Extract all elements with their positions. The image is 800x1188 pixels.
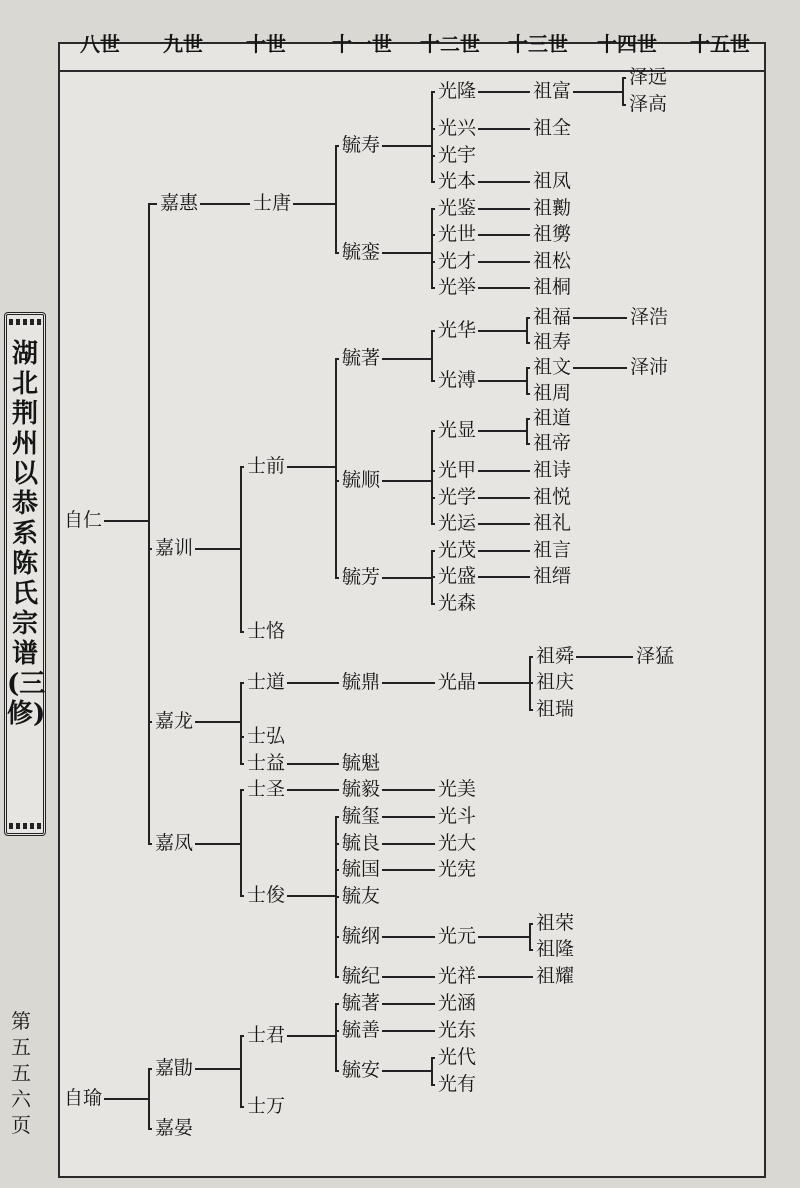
tree-connector [240, 1035, 244, 1037]
tree-connector [382, 358, 431, 360]
person-g14-5: 泽猛 [636, 645, 675, 667]
tree-connector [240, 895, 244, 897]
tree-connector [526, 367, 530, 369]
person-g13-12: 祖道 [533, 407, 572, 429]
tree-connector [335, 896, 339, 898]
tree-connector [240, 682, 244, 684]
tree-connector [478, 330, 526, 332]
tree-connector [382, 1030, 435, 1032]
person-g11-10: 毓良 [342, 832, 381, 854]
tree-connector [478, 287, 530, 289]
person-g12-9: 光华 [438, 319, 477, 341]
person-g10-7: 士圣 [247, 778, 286, 800]
tree-connector [431, 261, 435, 263]
tree-bracket [240, 466, 242, 631]
tree-bracket [622, 77, 624, 104]
tree-connector [576, 656, 633, 658]
tree-connector [431, 330, 435, 332]
tree-connector [431, 1084, 435, 1086]
tree-connector [478, 936, 529, 938]
tree-connector [382, 252, 431, 254]
tree-connector [148, 548, 152, 550]
person-g11-4: 毓顺 [342, 469, 381, 491]
tree-connector [431, 287, 435, 289]
tree-connector [529, 656, 533, 658]
tree-connector [335, 1070, 339, 1072]
tree-connector [382, 789, 435, 791]
tree-connector [240, 466, 244, 468]
tree-connector [526, 317, 530, 319]
tree-connector [148, 1068, 152, 1070]
tree-connector [622, 77, 626, 79]
generation-label-1: 八世 [80, 32, 120, 56]
tree-bracket [148, 1068, 150, 1128]
person-g11-5: 毓芳 [342, 566, 381, 588]
person-g12-26: 光东 [438, 1019, 477, 1041]
tree-connector [148, 721, 152, 723]
person-g10-6: 士益 [247, 752, 286, 774]
person-g13-16: 祖礼 [533, 512, 572, 534]
person-g13-14: 祖诗 [533, 459, 572, 481]
tree-connector [431, 128, 435, 130]
side-title: 湖北荆州以恭系陈氏宗谱(三修) [7, 339, 46, 729]
side-title-box [4, 312, 46, 836]
tree-connector [195, 721, 240, 723]
tree-connector [382, 816, 435, 818]
tree-connector [335, 145, 339, 147]
person-g12-11: 光显 [438, 419, 477, 441]
person-g13-4: 祖勷 [533, 197, 572, 219]
tree-connector [148, 203, 157, 205]
generation-label-4: 十一世 [332, 32, 392, 56]
person-g11-11: 毓国 [342, 858, 381, 880]
person-g10-10: 士万 [247, 1095, 286, 1117]
tree-connector [478, 181, 530, 183]
tree-connector [573, 91, 622, 93]
tree-connector [104, 1098, 148, 1100]
person-g12-22: 光宪 [438, 858, 477, 880]
tree-connector [293, 203, 335, 205]
tree-bracket [526, 367, 528, 393]
person-g13-2: 祖全 [533, 117, 572, 139]
person-g12-23: 光元 [438, 925, 477, 947]
person-g13-7: 祖桐 [533, 276, 572, 298]
person-g10-3: 士恪 [247, 620, 286, 642]
person-g13-18: 祖缙 [533, 565, 572, 587]
tree-connector [240, 736, 244, 738]
person-g12-19: 光美 [438, 778, 477, 800]
person-g12-24: 光祥 [438, 965, 477, 987]
generation-label-7: 十四世 [597, 32, 657, 56]
person-g13-1: 祖富 [533, 80, 572, 102]
generation-label-8: 十五世 [690, 32, 750, 56]
tree-connector [287, 466, 335, 468]
person-g10-1: 士唐 [253, 192, 292, 214]
tree-connector [382, 1070, 431, 1072]
tree-connector [287, 682, 339, 684]
tree-connector [240, 631, 244, 633]
person-g11-16: 毓善 [342, 1019, 381, 1041]
tree-connector [431, 380, 435, 382]
tree-connector [335, 843, 339, 845]
tree-connector [529, 682, 533, 684]
tree-connector [195, 843, 240, 845]
tree-connector [431, 497, 435, 499]
person-g12-20: 光斗 [438, 805, 477, 827]
tree-connector [200, 203, 250, 205]
person-g8-1: 自仁 [64, 509, 103, 531]
person-g13-20: 祖庆 [536, 671, 575, 693]
tree-connector [335, 936, 339, 938]
tree-connector [335, 869, 339, 871]
person-g11-2: 毓銮 [342, 241, 381, 263]
person-g10-5: 士弘 [247, 725, 286, 747]
tree-bracket [431, 1057, 433, 1084]
tree-connector [240, 789, 244, 791]
tree-connector [431, 550, 435, 552]
person-g8-2: 自瑜 [64, 1087, 103, 1109]
tree-connector [382, 145, 431, 147]
person-g9-3: 嘉龙 [155, 710, 194, 732]
tree-connector [240, 1106, 244, 1108]
person-g9-5: 嘉勖 [155, 1057, 194, 1079]
tree-connector [335, 976, 339, 978]
tree-connector [382, 577, 431, 579]
person-g12-27: 光代 [438, 1046, 477, 1068]
person-g9-1: 嘉惠 [160, 192, 199, 214]
person-g14-3: 泽浩 [630, 306, 669, 328]
title-ornament-top [9, 319, 41, 325]
person-g12-1: 光隆 [438, 80, 477, 102]
person-g11-13: 毓纲 [342, 925, 381, 947]
tree-connector [382, 480, 431, 482]
tree-connector [335, 1030, 339, 1032]
person-g11-12: 毓友 [342, 885, 381, 907]
person-g13-9: 祖寿 [533, 331, 572, 353]
person-g10-8: 士俊 [247, 884, 286, 906]
tree-connector [526, 418, 530, 420]
person-g12-21: 光大 [438, 832, 477, 854]
tree-connector [195, 548, 240, 550]
tree-connector [431, 208, 435, 210]
tree-connector [573, 317, 627, 319]
tree-connector [382, 936, 435, 938]
tree-bracket [148, 203, 150, 843]
person-g11-1: 毓寿 [342, 134, 381, 156]
tree-connector [478, 208, 530, 210]
tree-connector [478, 91, 530, 93]
tree-connector [478, 550, 530, 552]
person-g12-6: 光世 [438, 223, 477, 245]
tree-connector [478, 682, 529, 684]
tree-connector [526, 342, 530, 344]
tree-bracket [240, 682, 242, 763]
tree-connector [431, 181, 435, 183]
title-ornament-bottom [9, 823, 41, 829]
tree-connector [478, 430, 526, 432]
tree-connector [431, 1057, 435, 1059]
person-g9-6: 嘉晏 [155, 1117, 194, 1139]
tree-connector [478, 261, 530, 263]
person-g11-14: 毓纪 [342, 965, 381, 987]
generation-label-2: 九世 [163, 32, 203, 56]
person-g11-6: 毓鼎 [342, 671, 381, 693]
generation-label-3: 十世 [246, 32, 286, 56]
person-g12-25: 光涵 [438, 992, 477, 1014]
tree-connector [240, 763, 244, 765]
tree-connector [431, 470, 435, 472]
tree-connector [382, 843, 435, 845]
tree-connector [335, 1003, 339, 1005]
tree-connector [287, 1035, 335, 1037]
tree-connector [526, 443, 530, 445]
tree-bracket [526, 317, 528, 342]
tree-bracket [240, 1035, 242, 1106]
person-g12-7: 光才 [438, 250, 477, 272]
person-g13-15: 祖悦 [533, 486, 572, 508]
tree-connector [104, 520, 148, 522]
tree-connector [335, 816, 339, 818]
generation-label-6: 十三世 [508, 32, 568, 56]
person-g13-11: 祖周 [533, 382, 572, 404]
tree-connector [195, 1068, 240, 1070]
tree-connector [526, 393, 530, 395]
tree-connector [148, 843, 152, 845]
person-g11-15: 毓著 [342, 992, 381, 1014]
person-g13-10: 祖文 [533, 356, 572, 378]
person-g12-28: 光有 [438, 1073, 477, 1095]
tree-connector [431, 430, 435, 432]
tree-connector [478, 470, 530, 472]
person-g13-19: 祖舜 [536, 645, 575, 667]
person-g13-8: 祖福 [533, 306, 572, 328]
tree-bracket [431, 430, 433, 523]
tree-connector [478, 576, 530, 578]
person-g13-21: 祖瑞 [536, 698, 575, 720]
tree-connector [431, 603, 435, 605]
person-g12-17: 光森 [438, 592, 477, 614]
tree-connector [529, 949, 533, 951]
person-g13-6: 祖松 [533, 250, 572, 272]
tree-connector [478, 497, 530, 499]
tree-connector [287, 789, 339, 791]
tree-connector [431, 234, 435, 236]
person-g12-15: 光茂 [438, 539, 477, 561]
tree-bracket [431, 330, 433, 380]
tree-connector [335, 577, 339, 579]
person-g11-9: 毓玺 [342, 805, 381, 827]
person-g13-13: 祖帝 [533, 432, 572, 454]
tree-bracket [529, 923, 531, 949]
person-g12-16: 光盛 [438, 565, 477, 587]
person-g12-13: 光学 [438, 486, 477, 508]
tree-connector [382, 869, 435, 871]
tree-connector [382, 976, 435, 978]
tree-connector [335, 252, 339, 254]
person-g12-8: 光举 [438, 276, 477, 298]
person-g13-24: 祖耀 [536, 965, 575, 987]
person-g14-1: 泽远 [629, 66, 668, 88]
tree-connector [335, 358, 339, 360]
person-g12-18: 光晶 [438, 671, 477, 693]
person-g14-2: 泽高 [629, 93, 668, 115]
person-g12-2: 光兴 [438, 117, 477, 139]
person-g10-9: 士君 [247, 1024, 286, 1046]
person-g10-4: 士道 [247, 671, 286, 693]
person-g12-10: 光溥 [438, 369, 477, 391]
tree-connector [431, 576, 435, 578]
tree-connector [431, 523, 435, 525]
person-g12-3: 光宇 [438, 144, 477, 166]
tree-bracket [526, 418, 528, 443]
tree-connector [573, 367, 627, 369]
tree-connector [148, 1128, 152, 1130]
person-g9-4: 嘉凤 [155, 832, 194, 854]
tree-connector [335, 480, 339, 482]
person-g12-5: 光鉴 [438, 197, 477, 219]
page-number: 第五五六页 [11, 1009, 31, 1137]
person-g11-8: 毓毅 [342, 778, 381, 800]
person-g9-2: 嘉训 [155, 537, 194, 559]
tree-connector [478, 234, 530, 236]
tree-connector [478, 523, 530, 525]
tree-bracket [335, 1003, 337, 1070]
person-g13-17: 祖言 [533, 539, 572, 561]
tree-connector [431, 91, 435, 93]
tree-connector [622, 104, 626, 106]
tree-bracket [240, 789, 242, 895]
tree-connector [478, 976, 533, 978]
person-g11-17: 毓安 [342, 1059, 381, 1081]
tree-connector [478, 128, 530, 130]
tree-connector [287, 763, 339, 765]
person-g11-3: 毓著 [342, 347, 381, 369]
tree-connector [431, 155, 435, 157]
person-g12-12: 光甲 [438, 459, 477, 481]
tree-bracket [335, 358, 337, 577]
tree-connector [287, 895, 335, 897]
tree-connector [382, 1003, 435, 1005]
tree-connector [478, 380, 526, 382]
person-g13-22: 祖荣 [536, 912, 575, 934]
person-g11-7: 毓魁 [342, 752, 381, 774]
person-g13-5: 祖勶 [533, 223, 572, 245]
tree-connector [529, 923, 533, 925]
generation-label-5: 十二世 [420, 32, 480, 56]
person-g14-4: 泽沛 [630, 356, 669, 378]
person-g12-4: 光本 [438, 170, 477, 192]
tree-bracket [431, 91, 433, 181]
tree-connector [382, 682, 435, 684]
tree-connector [529, 709, 533, 711]
tree-bracket [431, 208, 433, 287]
tree-bracket [335, 145, 337, 252]
person-g13-23: 祖隆 [536, 938, 575, 960]
person-g10-2: 士前 [247, 455, 286, 477]
person-g13-3: 祖凤 [533, 170, 572, 192]
person-g12-14: 光运 [438, 512, 477, 534]
